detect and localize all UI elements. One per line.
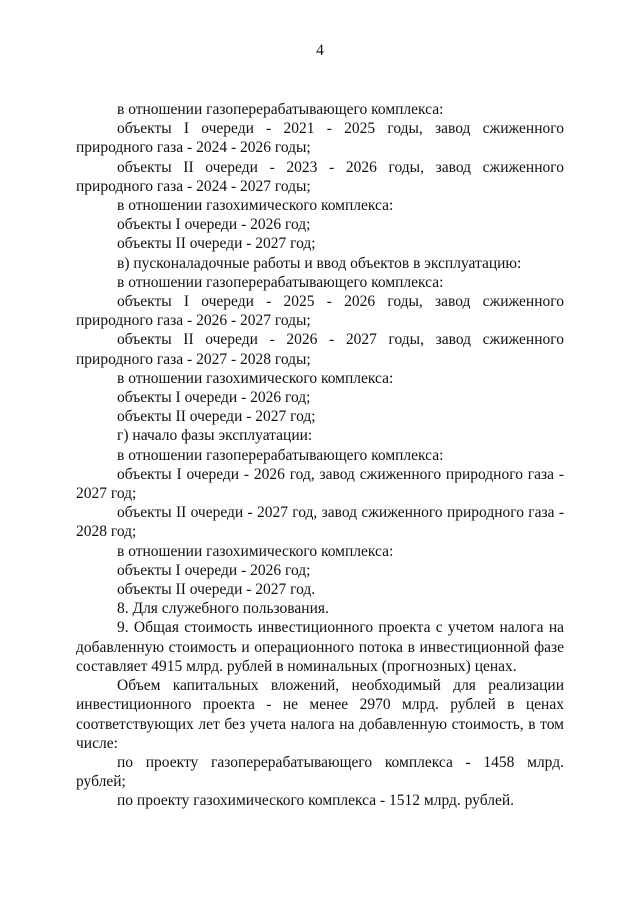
paragraph: объекты I очереди - 2025 - 2026 годы, завод сжиженного природного газа - 2026 - 2027 годы; <box>76 293 564 330</box>
paragraph: по проекту газоперерабатывающего комплекса - 1458 млрд. рублей; <box>76 753 564 791</box>
paragraph: объекты II очереди - 2027 год; <box>117 235 316 253</box>
paragraph: г) начало фазы эксплуатации: <box>117 427 313 445</box>
document-body <box>76 100 564 811</box>
paragraph: в отношении газохимического комплекса: <box>117 542 394 560</box>
paragraph: объекты I очереди - 2021 - 2025 годы, завод сжиженного природного газа - 2024 - 2026 годы; <box>76 120 564 157</box>
paragraph: 8. Для служебного пользования. <box>117 600 329 618</box>
paragraph: объекты II очереди - 2027 год, завод сжиженного природного газа - 2028 год; <box>76 504 564 541</box>
paragraph: объекты II очереди - 2027 год; <box>117 408 316 426</box>
paragraph: в отношении газохимического комплекса: <box>117 369 394 387</box>
paragraph: в) пусконаладочные работы и ввод объектов в эксплуатацию: <box>117 254 522 272</box>
paragraph: 9. Общая стоимость инвестиционного проекта с учетом налога на добавленную стоимость и операционного потока в инвестиционной фазе составляет 4915 млрд. рублей в номинальных (прогнозных) ценах. <box>76 619 564 675</box>
paragraph: в отношении газоперерабатывающего комплекса: <box>117 273 444 291</box>
paragraph: объекты I очереди - 2026 год; <box>117 389 311 407</box>
paragraph: объекты II очереди - 2023 - 2026 годы, завод сжиженного природного газа - 2024 - 2027 годы; <box>76 158 564 195</box>
paragraph: Объем капитальных вложений, необходимый для реализации инвестиционного проекта - не менее 2970 млрд. рублей в ценах соответствующих лет без учета налога на добавленную стоимость, в том числе: <box>76 677 564 752</box>
paragraph: объекты II очереди - 2027 год. <box>117 581 316 599</box>
paragraph: объекты I очереди - 2026 год; <box>117 561 311 579</box>
paragraph: в отношении газоперерабатывающего комплекса: <box>117 446 444 464</box>
paragraph: объекты II очереди - 2026 - 2027 годы, завод сжиженного природного газа - 2027 - 2028 годы; <box>76 331 564 368</box>
paragraph: объекты I очереди - 2026 год; <box>117 216 311 234</box>
paragraph: в отношении газоперерабатывающего комплекса: <box>117 101 444 118</box>
paragraph: в отношении газохимического комплекса: <box>117 197 394 215</box>
page-number: 4 <box>316 42 324 59</box>
paragraph: по проекту газохимического комплекса - 1512 млрд. рублей. <box>117 792 515 810</box>
paragraph: объекты I очереди - 2026 год, завод сжиженного природного газа - 2027 год; <box>76 465 564 503</box>
